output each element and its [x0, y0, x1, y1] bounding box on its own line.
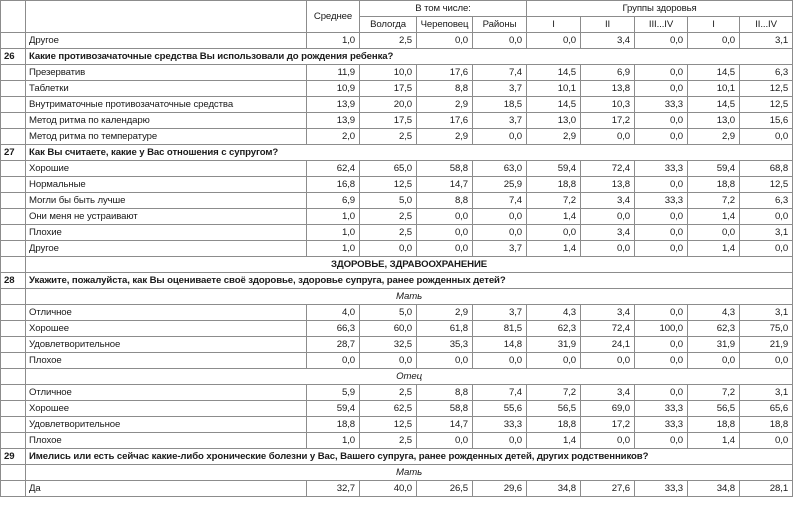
question-row: [1, 449, 793, 465]
row-value: 56,5: [527, 401, 581, 417]
row-value: 14,8: [473, 337, 527, 353]
row-value: 10,9: [307, 81, 360, 97]
header-group-2-4: II...IV: [740, 17, 793, 33]
row-value: 18,8: [688, 177, 740, 193]
row-value: 20,0: [360, 97, 417, 113]
question-number: 26: [1, 49, 26, 65]
row-value: 0,0: [635, 433, 688, 449]
row-value: 13,9: [307, 97, 360, 113]
row-value: 0,0: [473, 353, 527, 369]
row-value: 17,2: [581, 417, 635, 433]
row-value: 7,2: [688, 193, 740, 209]
row-value: 33,3: [635, 417, 688, 433]
row-value: 3,7: [473, 81, 527, 97]
header-col-cherepovets: Череповец: [417, 17, 473, 33]
row-value: 0,0: [740, 353, 793, 369]
row-value: 55,6: [473, 401, 527, 417]
question-row: [1, 145, 793, 161]
question-row: [1, 49, 793, 65]
row-value: 24,1: [581, 337, 635, 353]
row-value: 0,0: [635, 337, 688, 353]
row-value: 72,4: [581, 321, 635, 337]
row-value: 1,0: [307, 241, 360, 257]
table-row: [1, 113, 793, 129]
row-value: 0,0: [635, 177, 688, 193]
row-value: 0,0: [581, 433, 635, 449]
row-num-cell: [1, 241, 26, 257]
row-value: 2,9: [417, 129, 473, 145]
question-text: Как Вы считаете, какие у Вас отношения с супругом?: [26, 145, 793, 161]
row-value: 58,8: [417, 161, 473, 177]
row-value: 0,0: [635, 225, 688, 241]
row-value: 2,5: [360, 129, 417, 145]
row-num-cell: [1, 33, 26, 49]
row-label: Могли бы быть лучше: [26, 193, 307, 209]
table-row: [1, 321, 793, 337]
row-value: 56,5: [688, 401, 740, 417]
section-title: ЗДОРОВЬЕ, ЗДРАВООХРАНЕНИЕ: [26, 257, 793, 273]
row-num-cell: [1, 177, 26, 193]
row-value: 14,7: [417, 417, 473, 433]
row-num-cell: [1, 161, 26, 177]
row-value: 59,4: [688, 161, 740, 177]
row-value: 14,7: [417, 177, 473, 193]
row-value: 8,8: [417, 385, 473, 401]
row-label: Другое: [26, 241, 307, 257]
row-num-cell: [1, 337, 26, 353]
row-value: 0,0: [740, 241, 793, 257]
row-value: 5,9: [307, 385, 360, 401]
row-value: 0,0: [417, 433, 473, 449]
row-value: 17,6: [417, 113, 473, 129]
row-label: Таблетки: [26, 81, 307, 97]
row-value: 3,1: [740, 225, 793, 241]
row-value: 8,8: [417, 81, 473, 97]
row-value: 1,0: [307, 209, 360, 225]
row-value: 59,4: [307, 401, 360, 417]
row-value: 0,0: [688, 225, 740, 241]
table-row: [1, 433, 793, 449]
row-value: 65,6: [740, 401, 793, 417]
row-value: 18,5: [473, 97, 527, 113]
row-value: 2,5: [360, 385, 417, 401]
table-row: [1, 193, 793, 209]
subheading-num-cell: [1, 465, 26, 481]
row-label: Да: [26, 481, 307, 497]
row-value: 2,5: [360, 225, 417, 241]
row-num-cell: [1, 401, 26, 417]
row-value: 0,0: [417, 209, 473, 225]
row-num-cell: [1, 433, 26, 449]
row-value: 5,0: [360, 193, 417, 209]
row-value: 0,0: [527, 225, 581, 241]
row-label: Нормальные: [26, 177, 307, 193]
row-value: 34,8: [527, 481, 581, 497]
row-value: 61,8: [417, 321, 473, 337]
row-value: 16,8: [307, 177, 360, 193]
table-row: [1, 161, 793, 177]
row-value: 0,0: [635, 385, 688, 401]
row-value: 8,8: [417, 193, 473, 209]
row-value: 0,0: [527, 353, 581, 369]
row-value: 3,7: [473, 113, 527, 129]
row-value: 13,0: [527, 113, 581, 129]
table-row: [1, 401, 793, 417]
question-number: 27: [1, 145, 26, 161]
subheading-row: [1, 465, 793, 481]
subheading-text: Мать: [26, 465, 793, 481]
table-row: [1, 81, 793, 97]
row-value: 6,3: [740, 193, 793, 209]
row-value: 14,5: [527, 65, 581, 81]
row-value: 18,8: [740, 417, 793, 433]
question-text: Имелись или есть сейчас какие-либо хронические болезни у Вас, Вашего супруга, ранее рожденных детей, других родственников?: [26, 449, 793, 465]
row-value: 1,0: [307, 225, 360, 241]
row-value: 33,3: [635, 401, 688, 417]
row-num-cell: [1, 321, 26, 337]
row-value: 72,4: [581, 161, 635, 177]
row-value: 0,0: [581, 241, 635, 257]
row-value: 33,3: [635, 481, 688, 497]
row-value: 3,1: [740, 33, 793, 49]
table-row: [1, 337, 793, 353]
subheading-text: Мать: [26, 289, 793, 305]
row-value: 3,4: [581, 33, 635, 49]
row-value: 10,1: [527, 81, 581, 97]
row-value: 14,5: [527, 97, 581, 113]
row-value: 10,0: [360, 65, 417, 81]
table-row: [1, 353, 793, 369]
row-value: 6,9: [307, 193, 360, 209]
subheading-row: [1, 369, 793, 385]
row-value: 0,0: [417, 225, 473, 241]
row-value: 10,1: [688, 81, 740, 97]
row-value: 12,5: [740, 81, 793, 97]
row-value: 3,7: [473, 305, 527, 321]
row-value: 13,9: [307, 113, 360, 129]
row-value: 2,5: [360, 209, 417, 225]
row-value: 17,6: [417, 65, 473, 81]
table-row: [1, 385, 793, 401]
row-value: 31,9: [688, 337, 740, 353]
subheading-row: [1, 289, 793, 305]
row-value: 3,4: [581, 193, 635, 209]
row-value: 0,0: [527, 33, 581, 49]
row-label: Внутриматочные противозачаточные средства: [26, 97, 307, 113]
row-value: 3,4: [581, 225, 635, 241]
row-value: 2,5: [360, 33, 417, 49]
row-label: Плохое: [26, 353, 307, 369]
row-value: 0,0: [740, 209, 793, 225]
row-value: 17,5: [360, 113, 417, 129]
row-num-cell: [1, 97, 26, 113]
row-value: 0,0: [635, 209, 688, 225]
row-label: Удовлетворительное: [26, 337, 307, 353]
row-value: 6,9: [581, 65, 635, 81]
row-value: 27,6: [581, 481, 635, 497]
row-num-cell: [1, 209, 26, 225]
row-value: 2,9: [417, 305, 473, 321]
row-value: 2,9: [688, 129, 740, 145]
row-value: 66,3: [307, 321, 360, 337]
table-row: [1, 33, 793, 49]
row-num-cell: [1, 193, 26, 209]
question-text: Какие противозачаточные средства Вы использовали до рождения ребенка?: [26, 49, 793, 65]
row-value: 0,0: [688, 33, 740, 49]
table-row: [1, 305, 793, 321]
row-value: 1,4: [688, 241, 740, 257]
row-value: 33,3: [635, 193, 688, 209]
table-row: [1, 97, 793, 113]
row-value: 0,0: [581, 209, 635, 225]
row-num-cell: [1, 417, 26, 433]
header-groups: Группы здоровья: [527, 1, 793, 17]
row-value: 12,5: [360, 177, 417, 193]
row-value: 32,7: [307, 481, 360, 497]
row-num-cell: [1, 385, 26, 401]
row-value: 33,3: [473, 417, 527, 433]
row-value: 7,2: [688, 385, 740, 401]
row-value: 14,5: [688, 97, 740, 113]
row-value: 2,9: [417, 97, 473, 113]
row-value: 0,0: [473, 225, 527, 241]
row-value: 3,4: [581, 385, 635, 401]
row-value: 15,6: [740, 113, 793, 129]
row-value: 21,9: [740, 337, 793, 353]
row-label: Хорошие: [26, 161, 307, 177]
row-value: 0,0: [473, 209, 527, 225]
question-number: 28: [1, 273, 26, 289]
header-blank-label: [26, 1, 307, 33]
section-row: [1, 257, 793, 273]
table-row: [1, 417, 793, 433]
row-value: 1,0: [307, 33, 360, 49]
row-value: 12,5: [740, 177, 793, 193]
header-group-3-4: III...IV: [635, 17, 688, 33]
row-value: 18,8: [688, 417, 740, 433]
row-num-cell: [1, 353, 26, 369]
row-value: 0,0: [581, 353, 635, 369]
row-value: 0,0: [360, 241, 417, 257]
row-value: 2,0: [307, 129, 360, 145]
header-blank-num: [1, 1, 26, 33]
row-value: 63,0: [473, 161, 527, 177]
row-value: 25,9: [473, 177, 527, 193]
row-value: 32,5: [360, 337, 417, 353]
subheading-text: Отец: [26, 369, 793, 385]
row-value: 33,3: [635, 97, 688, 113]
row-value: 0,0: [360, 353, 417, 369]
row-label: Хорошее: [26, 401, 307, 417]
table-row: [1, 65, 793, 81]
row-value: 28,1: [740, 481, 793, 497]
row-value: 0,0: [473, 129, 527, 145]
row-value: 0,0: [635, 353, 688, 369]
row-label: Удовлетворительное: [26, 417, 307, 433]
row-value: 7,4: [473, 193, 527, 209]
section-num-cell: [1, 257, 26, 273]
row-value: 0,0: [635, 113, 688, 129]
row-value: 0,0: [473, 33, 527, 49]
row-value: 0,0: [417, 353, 473, 369]
row-value: 13,0: [688, 113, 740, 129]
question-number: 29: [1, 449, 26, 465]
row-value: 0,0: [688, 353, 740, 369]
table-row: [1, 241, 793, 257]
row-value: 14,5: [688, 65, 740, 81]
header-mean: Среднее: [307, 1, 360, 33]
row-value: 33,3: [635, 161, 688, 177]
header-col-vologda: Вологда: [360, 17, 417, 33]
row-value: 0,0: [635, 81, 688, 97]
row-value: 1,0: [307, 433, 360, 449]
row-value: 60,0: [360, 321, 417, 337]
row-value: 12,5: [360, 417, 417, 433]
row-value: 7,4: [473, 65, 527, 81]
row-value: 0,0: [417, 241, 473, 257]
header-col-rayony: Районы: [473, 17, 527, 33]
row-value: 29,6: [473, 481, 527, 497]
row-num-cell: [1, 305, 26, 321]
row-value: 13,8: [581, 177, 635, 193]
row-value: 7,2: [527, 385, 581, 401]
row-label: Метод ритма по календарю: [26, 113, 307, 129]
row-value: 0,0: [635, 33, 688, 49]
subheading-num-cell: [1, 369, 26, 385]
row-value: 28,7: [307, 337, 360, 353]
row-label: Другое: [26, 33, 307, 49]
row-value: 4,0: [307, 305, 360, 321]
row-value: 81,5: [473, 321, 527, 337]
row-value: 12,5: [740, 97, 793, 113]
row-value: 40,0: [360, 481, 417, 497]
row-value: 100,0: [635, 321, 688, 337]
row-label: Метод ритма по температуре: [26, 129, 307, 145]
row-value: 18,8: [527, 417, 581, 433]
row-value: 13,8: [581, 81, 635, 97]
row-value: 0,0: [740, 433, 793, 449]
row-value: 17,2: [581, 113, 635, 129]
header-incl: В том числе:: [360, 1, 527, 17]
row-value: 17,5: [360, 81, 417, 97]
row-num-cell: [1, 65, 26, 81]
row-value: 3,1: [740, 305, 793, 321]
row-value: 3,7: [473, 241, 527, 257]
row-value: 69,0: [581, 401, 635, 417]
row-value: 62,3: [527, 321, 581, 337]
row-value: 5,0: [360, 305, 417, 321]
row-value: 68,8: [740, 161, 793, 177]
row-value: 62,5: [360, 401, 417, 417]
row-value: 0,0: [635, 241, 688, 257]
row-value: 6,3: [740, 65, 793, 81]
row-value: 59,4: [527, 161, 581, 177]
row-value: 18,8: [527, 177, 581, 193]
row-num-cell: [1, 481, 26, 497]
row-value: 0,0: [635, 65, 688, 81]
table-row: [1, 225, 793, 241]
row-value: 35,3: [417, 337, 473, 353]
row-value: 58,8: [417, 401, 473, 417]
table-row: [1, 481, 793, 497]
subheading-num-cell: [1, 289, 26, 305]
row-num-cell: [1, 113, 26, 129]
row-value: 3,1: [740, 385, 793, 401]
row-value: 18,8: [307, 417, 360, 433]
row-value: 1,4: [527, 209, 581, 225]
row-value: 7,4: [473, 385, 527, 401]
row-label: Отличное: [26, 385, 307, 401]
row-value: 10,3: [581, 97, 635, 113]
row-value: 0,0: [581, 129, 635, 145]
row-label: Плохие: [26, 225, 307, 241]
row-label: Отличное: [26, 305, 307, 321]
row-value: 62,3: [688, 321, 740, 337]
question-text: Укажите, пожалуйста, как Вы оцениваете своё здоровье, здоровье супруга, ранее рожденных детей?: [26, 273, 793, 289]
row-value: 3,4: [581, 305, 635, 321]
question-row: [1, 273, 793, 289]
row-value: 0,0: [635, 129, 688, 145]
row-value: 0,0: [635, 305, 688, 321]
row-value: 75,0: [740, 321, 793, 337]
row-value: 31,9: [527, 337, 581, 353]
row-value: 1,4: [527, 433, 581, 449]
row-value: 65,0: [360, 161, 417, 177]
row-value: 2,5: [360, 433, 417, 449]
row-value: 0,0: [417, 33, 473, 49]
row-value: 7,2: [527, 193, 581, 209]
header-group-1b: I: [688, 17, 740, 33]
row-num-cell: [1, 129, 26, 145]
row-label: Презерватив: [26, 65, 307, 81]
row-label: Они меня не устраивают: [26, 209, 307, 225]
header-group-2: II: [581, 17, 635, 33]
row-value: 11,9: [307, 65, 360, 81]
row-value: 0,0: [740, 129, 793, 145]
row-label: Хорошее: [26, 321, 307, 337]
header-row-1: [1, 1, 793, 17]
row-value: 1,4: [688, 433, 740, 449]
row-value: 1,4: [688, 209, 740, 225]
row-value: 1,4: [527, 241, 581, 257]
row-value: 62,4: [307, 161, 360, 177]
row-num-cell: [1, 225, 26, 241]
row-value: 26,5: [417, 481, 473, 497]
row-label: Плохое: [26, 433, 307, 449]
table-row: [1, 209, 793, 225]
header-group-1: I: [527, 17, 581, 33]
row-value: 2,9: [527, 129, 581, 145]
row-value: 0,0: [473, 433, 527, 449]
table-row: [1, 177, 793, 193]
row-value: 0,0: [307, 353, 360, 369]
row-num-cell: [1, 81, 26, 97]
row-value: 4,3: [527, 305, 581, 321]
table-row: [1, 129, 793, 145]
row-value: 4,3: [688, 305, 740, 321]
row-value: 34,8: [688, 481, 740, 497]
